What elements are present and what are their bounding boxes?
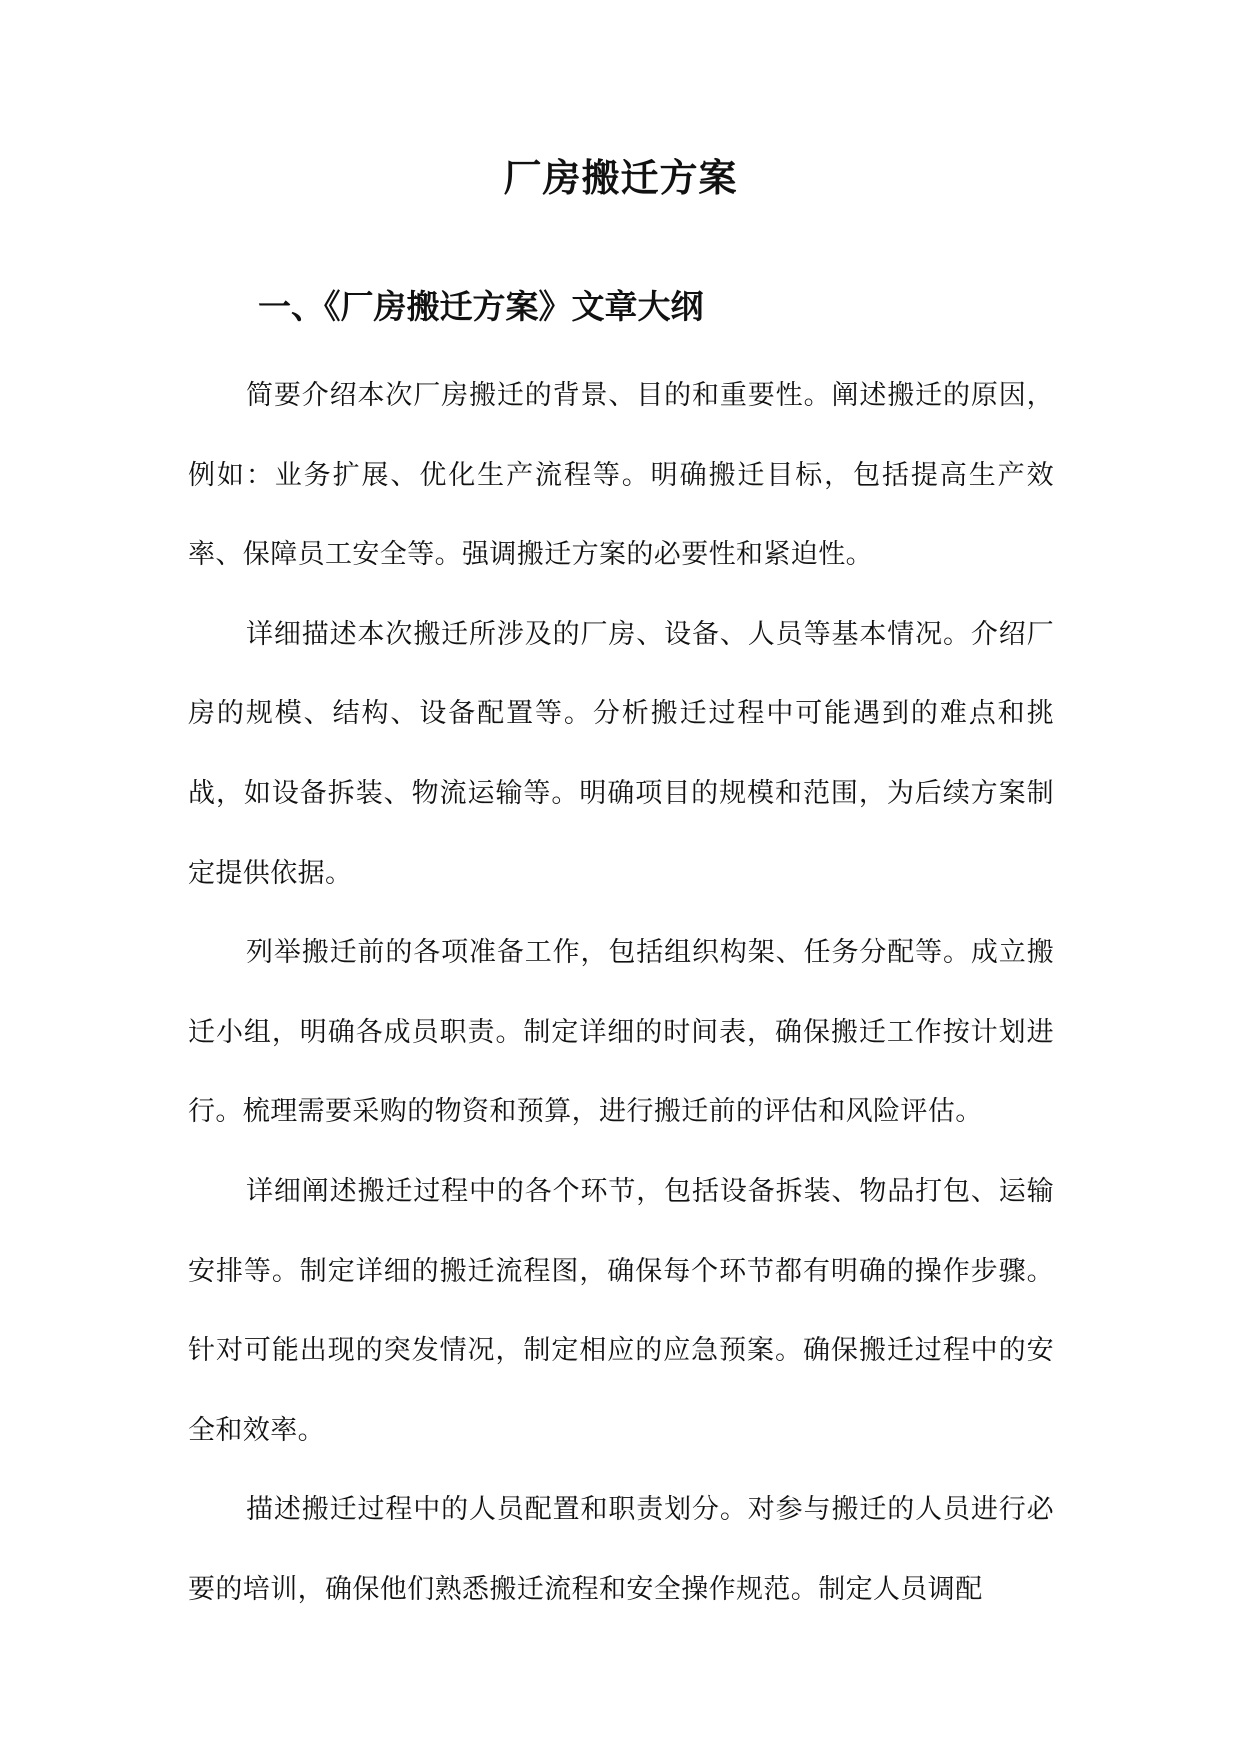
paragraph: 描述搬迁过程中的人员配置和职责划分。对参与搬迁的人员进行必要的培训，确保他们熟悉搬迁流程和安全操作规范。制定人员调配 [188,1494,1054,1605]
document-body [188,356,1054,1630]
paragraph: 详细阐述搬迁过程中的各个环节，包括设备拆装、物品打包、运输安排等。制定详细的搬迁流程图，确保每个环节都有明确的操作步骤。针对可能出现的突发情况，制定相应的应急预案。确保搬迁过程中的安全和效率。 [188,1175,1054,1446]
paragraph: 列举搬迁前的各项准备工作，包括组织构架、任务分配等。成立搬迁小组，明确各成员职责。制定详细的时间表，确保搬迁工作按计划进行。梳理需要采购的物资和预算，进行搬迁前的评估和风险评估。 [188,937,1054,1128]
document-title: 厂房搬迁方案 [503,156,738,200]
paragraph: 详细描述本次搬迁所涉及的厂房、设备、人员等基本情况。介绍厂房的规模、结构、设备配置等。分析搬迁过程中可能遇到的难点和挑战，如设备拆装、物流运输等。明确项目的规模和范围，为后续方案制定提供依据。 [188,618,1054,889]
paragraph: 简要介绍本次厂房搬迁的背景、目的和重要性。阐述搬迁的原因，例如：业务扩展、优化生产流程等。明确搬迁目标，包括提高生产效率、保障员工安全等。强调搬迁方案的必要性和紧迫性。 [188,380,1054,571]
section-heading: 一、《厂房搬迁方案》文章大纲 [258,287,704,326]
